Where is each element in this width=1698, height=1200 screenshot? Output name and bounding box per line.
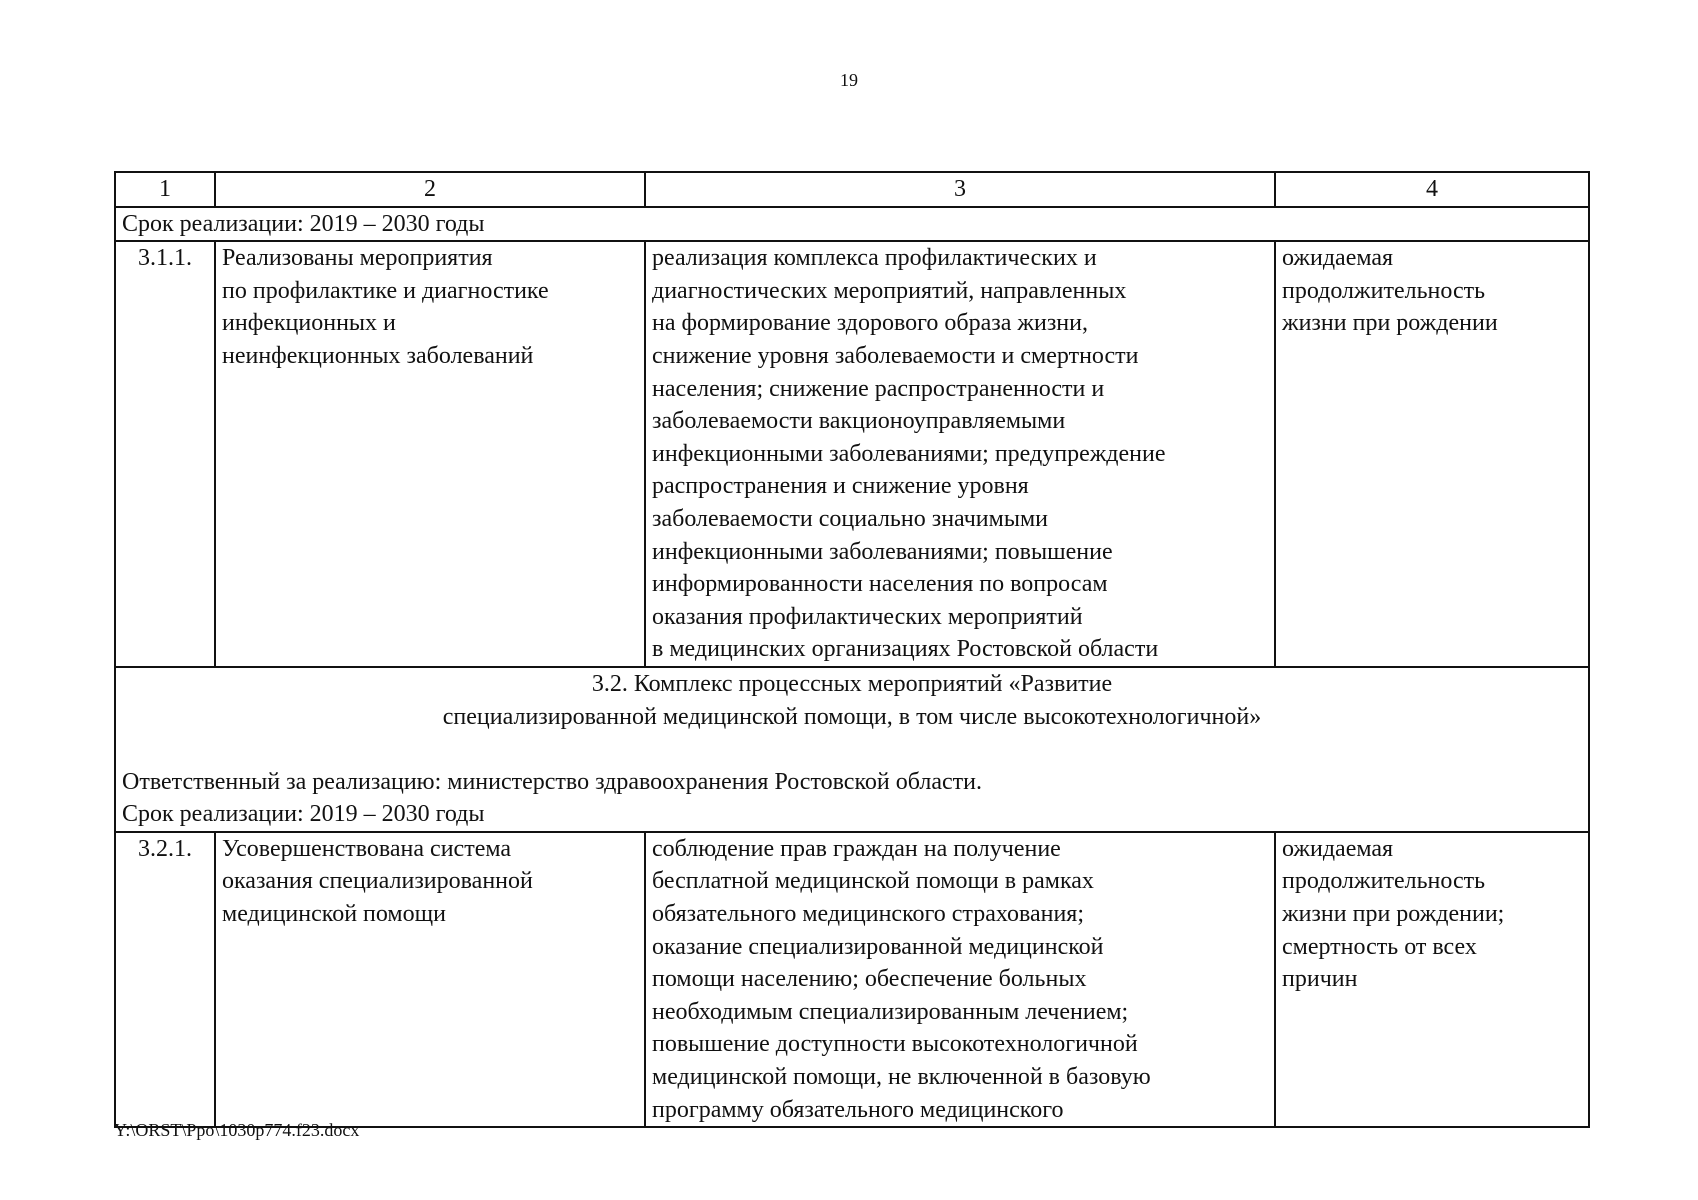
text-line: медицинской помощи — [222, 901, 446, 928]
description-cell — [645, 241, 1275, 667]
text-line: в медицинских организациях Ростовской области — [652, 636, 1159, 663]
text-line: бесплатной медицинской помощи в рамках — [652, 868, 1094, 895]
text-line: продолжительность — [1282, 277, 1486, 304]
text-line: обязательного медицинского страхования; — [652, 901, 1084, 928]
text-line: распространения и снижение уровня — [652, 473, 1029, 500]
section-title: 3.2. Комплекс процессных мероприятий «Развитие — [591, 670, 1113, 697]
responsible-text: Ответственный за реализацию: министерство здравоохранения Ростовской области. — [122, 768, 982, 795]
result-cell — [215, 832, 645, 1127]
text-line: жизни при рождении; — [1282, 901, 1505, 928]
text-line: оказания специализированной — [222, 868, 533, 895]
text-line: информированности населения по вопросам — [652, 571, 1108, 598]
section-cell — [115, 667, 1589, 832]
section-row — [115, 667, 1589, 832]
indicator-cell — [1275, 241, 1589, 667]
text-line: ожидаемая — [1282, 245, 1394, 272]
text-line: оказание специализированной медицинской — [652, 933, 1104, 960]
text-line: жизни при рождении — [1282, 310, 1498, 337]
text-line: помощи населению; обеспечение больных — [652, 966, 1087, 993]
spacer — [122, 733, 1582, 766]
text-line: медицинской помощи, не включенной в базовую — [652, 1064, 1151, 1091]
indicator-cell — [1275, 832, 1589, 1127]
table-row — [115, 241, 1589, 667]
text-line: причин — [1282, 966, 1358, 993]
file-path-footer: Y:\ORST\Ppo\1030p774.f23.docx — [114, 1120, 360, 1140]
text-line: соблюдение прав граждан на получение — [652, 835, 1061, 862]
text-line: ожидаемая — [1282, 835, 1394, 862]
text-line: необходимым специализированным лечением; — [652, 998, 1129, 1025]
term-text: Срок реализации: 2019 – 2030 годы — [122, 801, 485, 828]
text-line: реализация комплекса профилактических и — [652, 245, 1097, 272]
text-line: диагностических мероприятий, направленных — [652, 277, 1127, 304]
text-line: на формирование здорового образа жизни, — [652, 310, 1088, 337]
term-text: Срок реализации: 2019 – 2030 годы — [115, 207, 1589, 242]
table-header-row — [115, 172, 1589, 207]
header-cell-4: 4 — [1275, 172, 1589, 207]
section-title: специализированной медицинской помощи, в том числе высокотехнологичной» — [442, 703, 1262, 730]
row-number: 3.1.1. — [115, 241, 215, 667]
header-cell-1: 1 — [115, 172, 215, 207]
text-line: по профилактике и диагностике — [222, 277, 549, 304]
text-line: инфекционными заболеваниями; повышение — [652, 538, 1113, 565]
text-line: снижение уровня заболеваемости и смертности — [652, 342, 1139, 369]
description-cell — [645, 832, 1275, 1127]
text-line: Усовершенствована система — [222, 835, 512, 862]
text-line: повышение доступности высокотехнологичной — [652, 1031, 1138, 1058]
term-row — [115, 207, 1589, 242]
result-cell — [215, 241, 645, 667]
text-line: Реализованы мероприятия — [222, 245, 493, 272]
text-line: программу обязательного медицинского — [652, 1096, 1064, 1123]
text-line: инфекционными заболеваниями; предупреждение — [652, 440, 1166, 467]
text-line: неинфекционных заболеваний — [222, 342, 534, 369]
measures-table — [114, 171, 1590, 1128]
text-line: заболеваемости вакционоуправляемыми — [652, 408, 1066, 435]
table-row — [115, 832, 1589, 1127]
header-cell-2: 2 — [215, 172, 645, 207]
text-line: инфекционных и — [222, 310, 396, 337]
page-number: 19 — [840, 70, 858, 90]
text-line: оказания профилактических мероприятий — [652, 603, 1083, 630]
text-line: населения; снижение распространенности и — [652, 375, 1105, 402]
row-number: 3.2.1. — [115, 832, 215, 1127]
text-line: смертность от всех — [1282, 933, 1477, 960]
text-line: продолжительность — [1282, 868, 1486, 895]
text-line: заболеваемости социально значимыми — [652, 505, 1048, 532]
header-cell-3: 3 — [645, 172, 1275, 207]
